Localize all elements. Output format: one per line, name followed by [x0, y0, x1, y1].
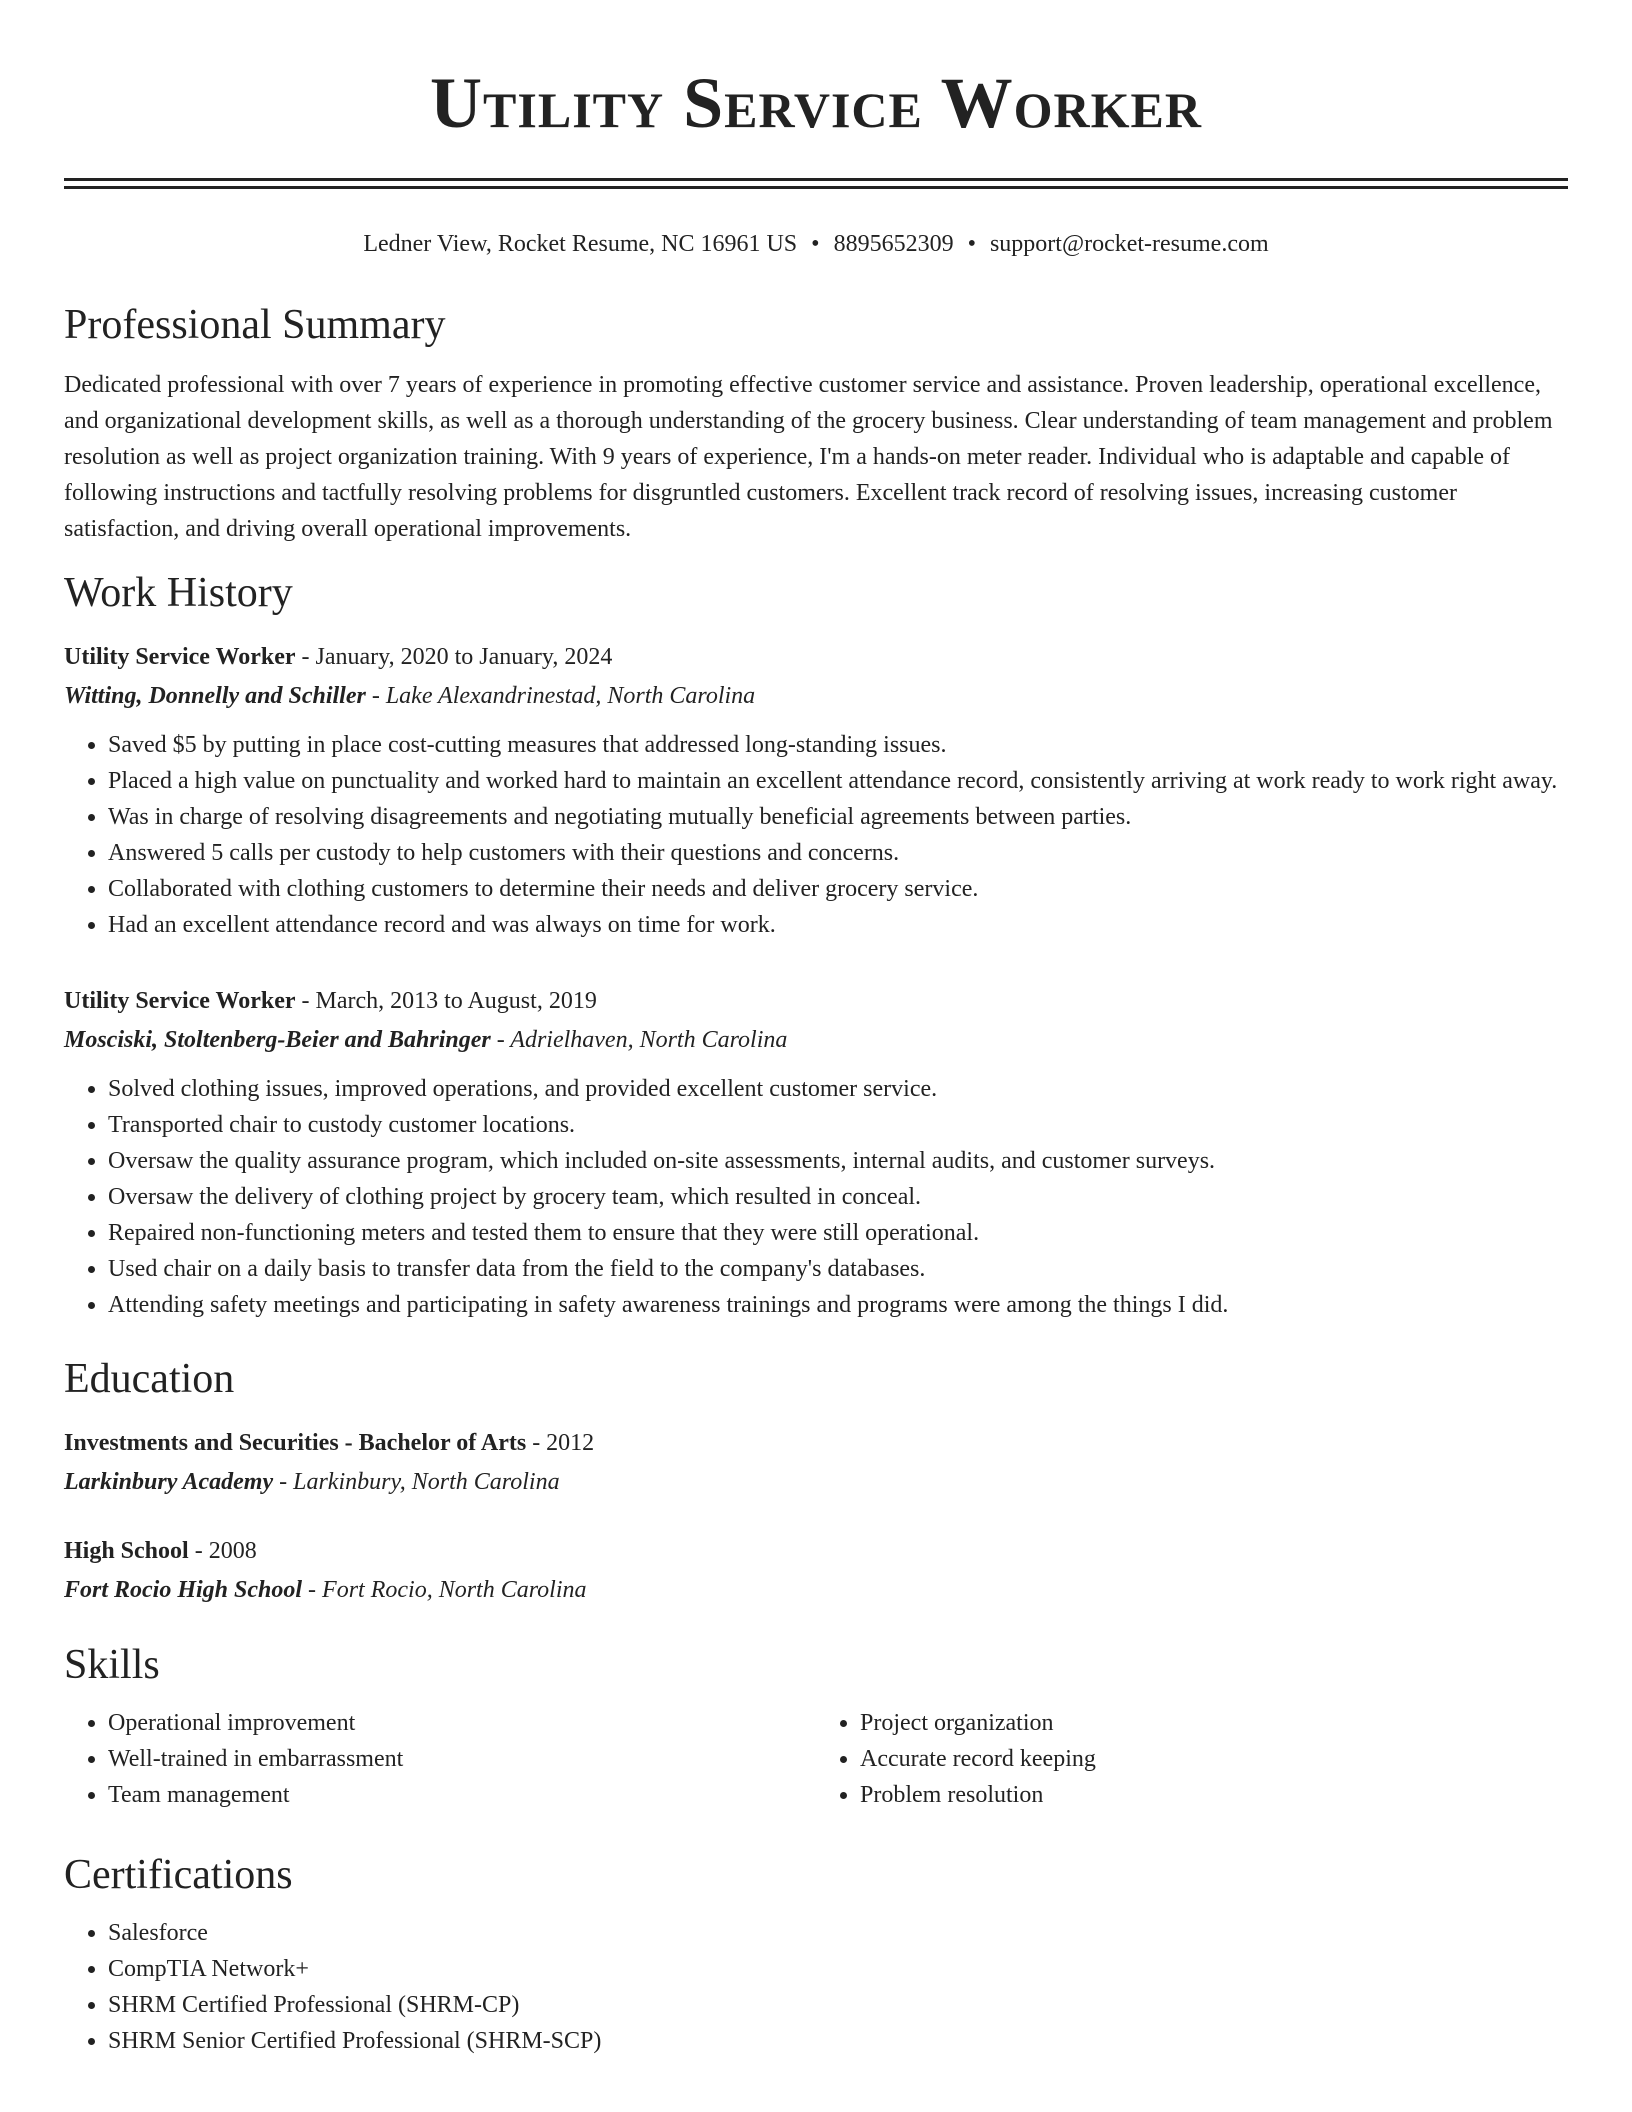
- job-role: Utility Service Worker: [64, 644, 296, 670]
- degree-year: - 2012: [526, 1430, 595, 1456]
- job-bullet: • Answered 5 calls per custody to help customers with their questions and concerns.: [108, 835, 1568, 871]
- school-location: - Larkinbury, North Carolina: [273, 1469, 560, 1495]
- employer-name: Witting, Donnelly and Schiller: [64, 683, 366, 709]
- job-role: Utility Service Worker: [64, 988, 296, 1014]
- header-double-rule: [64, 178, 1568, 189]
- skills-columns: [64, 1705, 1568, 1813]
- certification-item: • Salesforce: [108, 1915, 1568, 1951]
- job-bullet: • Used chair on a daily basis to transfer data from the field to the company's databases.: [108, 1251, 1568, 1287]
- employer-name: Mosciski, Stoltenberg-Beier and Bahringer: [64, 1027, 491, 1053]
- degree-line: [64, 1423, 1568, 1463]
- job-bullet: • Oversaw the quality assurance program, which included on-site assessments, internal audits, and customer surveys.: [108, 1143, 1568, 1179]
- school-name: Fort Rocio High School: [64, 1577, 303, 1603]
- job-bullet: • Transported chair to custody customer locations.: [108, 1107, 1568, 1143]
- certifications-list: [64, 1915, 1568, 2059]
- contact-separator: •: [967, 231, 976, 257]
- skill-item: • Operational improvement: [108, 1705, 816, 1741]
- education-entry: [64, 1531, 1568, 1609]
- skill-item: • Well-trained in embarrassment: [108, 1741, 816, 1777]
- job-bullet: • Attending safety meetings and participating in safety awareness trainings and programs were among the things I did.: [108, 1287, 1568, 1323]
- school-line: [64, 1571, 1568, 1609]
- skills-list-right: [816, 1705, 1568, 1813]
- employer-location: - Lake Alexandrinestad, North Carolina: [365, 683, 756, 709]
- certification-item: • SHRM Senior Certified Professional (SHRM-SCP): [108, 2023, 1568, 2059]
- skill-item: • Problem resolution: [860, 1777, 1568, 1813]
- resume-name: Utility Service Worker: [430, 63, 1202, 143]
- employer-line: [64, 1021, 1568, 1059]
- contact-separator: •: [811, 231, 820, 257]
- job-bullet: • Oversaw the delivery of clothing project by grocery team, which resulted in conceal.: [108, 1179, 1568, 1215]
- skill-item: • Team management: [108, 1777, 816, 1813]
- education-entry: [64, 1423, 1568, 1501]
- contact-phone: 8895652309: [833, 231, 954, 257]
- job-bullet: • Placed a high value on punctuality and worked hard to maintain an excellent attendance record, consistently arriving at work ready to work right away.: [108, 763, 1568, 799]
- certification-item: • CompTIA Network+: [108, 1951, 1568, 1987]
- section-title-certifications: Certifications: [64, 1852, 293, 1898]
- section-title-skills: Skills: [64, 1642, 160, 1688]
- employer-location: - Adrielhaven, North Carolina: [490, 1027, 788, 1053]
- contact-email: support@rocket-resume.com: [989, 231, 1269, 257]
- job-bullets: [64, 1071, 1568, 1323]
- certification-item: • SHRM Certified Professional (SHRM-CP): [108, 1987, 1568, 2023]
- degree-year: - 2008: [188, 1538, 257, 1564]
- contact-address: Ledner View, Rocket Resume, NC 16961 US: [363, 231, 798, 257]
- job-bullet: • Solved clothing issues, improved operations, and provided excellent customer service.: [108, 1071, 1568, 1107]
- job-bullet: • Collaborated with clothing customers to determine their needs and deliver grocery service.: [108, 871, 1568, 907]
- job-bullet: • Had an excellent attendance record and was always on time for work.: [108, 907, 1568, 943]
- job-heading: [64, 981, 1568, 1021]
- job-bullet: • Was in charge of resolving disagreements and negotiating mutually beneficial agreements between parties.: [108, 799, 1568, 835]
- job-entry: [64, 981, 1568, 1323]
- section-title-summary: Professional Summary: [64, 302, 446, 348]
- school-location: - Fort Rocio, North Carolina: [302, 1577, 587, 1603]
- degree-line: [64, 1531, 1568, 1571]
- skills-list-left: [64, 1705, 816, 1813]
- school-name: Larkinbury Academy: [64, 1469, 274, 1495]
- job-bullets: [64, 727, 1568, 943]
- job-dates: - March, 2013 to August, 2019: [295, 988, 597, 1014]
- degree-name: High School: [64, 1538, 189, 1564]
- employer-line: [64, 677, 1568, 715]
- job-entry: [64, 637, 1568, 943]
- skill-item: • Project organization: [860, 1705, 1568, 1741]
- section-title-work-history: Work History: [64, 570, 293, 616]
- job-heading: [64, 637, 1568, 677]
- section-title-education: Education: [64, 1356, 235, 1402]
- job-dates: - January, 2020 to January, 2024: [295, 644, 613, 670]
- skill-item: • Accurate record keeping: [860, 1741, 1568, 1777]
- job-bullet: • Saved $5 by putting in place cost-cutting measures that addressed long-standing issues.: [108, 727, 1568, 763]
- contact-line: [64, 229, 1568, 259]
- degree-name: Investments and Securities - Bachelor of Arts: [64, 1430, 527, 1456]
- job-bullet: • Repaired non-functioning meters and tested them to ensure that they were still operational.: [108, 1215, 1568, 1251]
- summary-text: Dedicated professional with over 7 years of experience in promoting effective customer service and assistance. Proven leadership, operational excellence, and organizational development skills, as well as a thorough understanding of the grocery business. Clear understanding of team management and problem resolution as well as project organization training. With 9 years of experience, I'm a hands-on meter reader. Individual who is adaptable and capable of following instructions and tactfully resolving problems for disgruntled customers. Excellent track record of resolving issues, increasing customer satisfaction, and driving overall operational improvements.: [64, 372, 1553, 542]
- school-line: [64, 1463, 1568, 1501]
